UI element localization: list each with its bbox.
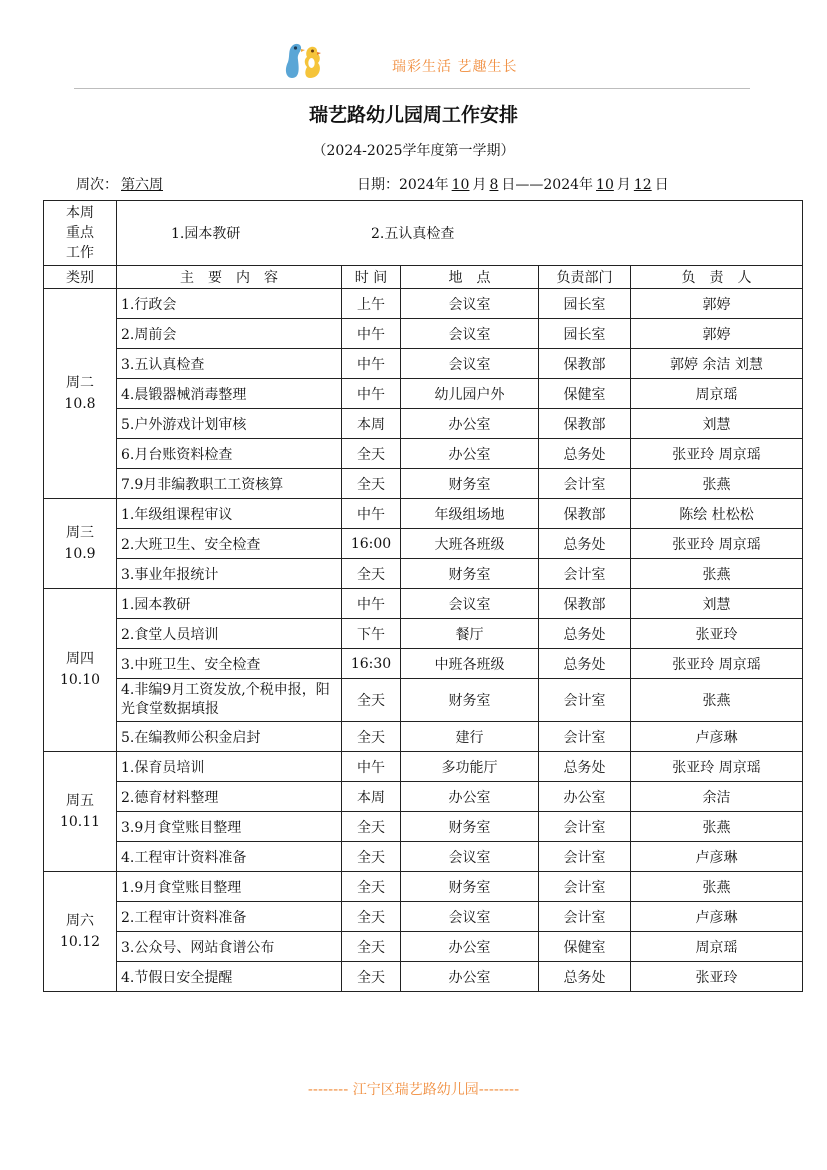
- task-person: 张亚玲 周京瑶: [631, 529, 803, 559]
- task-time: 全天: [342, 962, 401, 992]
- task-location: 建行: [401, 722, 539, 752]
- column-header-category: 类别: [44, 266, 117, 289]
- task-location: 大班各班级: [401, 529, 539, 559]
- task-time: 本周: [342, 782, 401, 812]
- task-person: 周京瑶: [631, 932, 803, 962]
- day-name: 周三: [66, 524, 94, 541]
- page-title: 瑞艺路幼儿园周工作安排: [308, 104, 518, 126]
- start-year: 2024: [399, 177, 435, 193]
- task-person: 陈绘 杜松松: [631, 499, 803, 529]
- day-name: 周六: [66, 912, 94, 929]
- task-content: 5.户外游戏计划审核: [117, 409, 342, 439]
- task-department: 园长室: [539, 289, 631, 319]
- end-month: 10: [596, 177, 614, 193]
- month-char: 月: [616, 177, 631, 193]
- header-slogan: 瑞彩生活 艺趣生长: [392, 59, 518, 75]
- task-content: 1.9月食堂账目整理: [117, 872, 342, 902]
- day-cell: [44, 752, 117, 872]
- task-content: 1.年级组课程审议: [117, 499, 342, 529]
- task-person: 张燕: [631, 679, 803, 722]
- task-person: 卢彦琳: [631, 722, 803, 752]
- task-department: 保教部: [539, 589, 631, 619]
- task-department: 总务处: [539, 619, 631, 649]
- table-row: [44, 499, 803, 529]
- task-department: 会计室: [539, 842, 631, 872]
- column-header-location: 地 点: [401, 266, 539, 289]
- task-department: 保教部: [539, 499, 631, 529]
- table-row: [44, 589, 803, 619]
- task-location: 财务室: [401, 469, 539, 499]
- day-cell: [44, 289, 117, 499]
- task-location: 办公室: [401, 782, 539, 812]
- date-range: [357, 174, 669, 194]
- task-person: 郭婷 余洁 刘慧: [631, 349, 803, 379]
- task-content: 4.工程审计资料准备: [117, 842, 342, 872]
- task-content: 1.园本教研: [117, 589, 342, 619]
- table-row: [44, 679, 803, 722]
- year-char: 年: [579, 177, 594, 193]
- month-char: 月: [472, 177, 487, 193]
- focus-items: [117, 201, 803, 266]
- page-header: [0, 38, 827, 90]
- task-time: 全天: [342, 722, 401, 752]
- task-content: 4.晨锻器械消毒整理: [117, 379, 342, 409]
- task-content: 2.工程审计资料准备: [117, 902, 342, 932]
- table-row: [44, 529, 803, 559]
- task-person: 张亚玲 周京瑶: [631, 649, 803, 679]
- task-location: 中班各班级: [401, 649, 539, 679]
- task-department: 总务处: [539, 649, 631, 679]
- focus-label-line: 重点: [66, 225, 94, 241]
- table-row: [44, 619, 803, 649]
- table-row: [44, 902, 803, 932]
- day-char: 日: [654, 177, 669, 193]
- task-person: 卢彦琳: [631, 902, 803, 932]
- table-row: [44, 752, 803, 782]
- year-char: 年: [434, 177, 449, 193]
- table-row: [44, 439, 803, 469]
- task-location: 会议室: [401, 902, 539, 932]
- task-time: 全天: [342, 842, 401, 872]
- task-location: 会议室: [401, 319, 539, 349]
- task-department: 办公室: [539, 782, 631, 812]
- task-time: 中午: [342, 349, 401, 379]
- table-row: [44, 409, 803, 439]
- task-time: 上午: [342, 289, 401, 319]
- table-row: [44, 722, 803, 752]
- task-location: 办公室: [401, 962, 539, 992]
- task-department: 保健室: [539, 379, 631, 409]
- task-department: 会计室: [539, 722, 631, 752]
- focus-label-line: 工作: [66, 245, 94, 261]
- task-time: 全天: [342, 439, 401, 469]
- task-location: 会议室: [401, 589, 539, 619]
- task-time: 中午: [342, 379, 401, 409]
- task-content: 6.月台账资料检查: [117, 439, 342, 469]
- task-department: 总务处: [539, 529, 631, 559]
- table-row: [44, 349, 803, 379]
- focus-item: 1.园本教研: [171, 226, 241, 242]
- schedule-table: [43, 200, 803, 992]
- task-location: 办公室: [401, 932, 539, 962]
- task-content: 2.周前会: [117, 319, 342, 349]
- table-row: [44, 649, 803, 679]
- task-content: 3.中班卫生、安全检查: [117, 649, 342, 679]
- task-content: 2.食堂人员培训: [117, 619, 342, 649]
- column-header-content: 主 要 内 容: [117, 266, 342, 289]
- task-department: 保教部: [539, 409, 631, 439]
- task-content: 3.9月食堂账目整理: [117, 812, 342, 842]
- task-person: 张燕: [631, 872, 803, 902]
- task-person: 余洁: [631, 782, 803, 812]
- focus-label: [44, 201, 117, 266]
- task-time: 16:00: [342, 529, 401, 559]
- task-time: 全天: [342, 902, 401, 932]
- task-content: 3.五认真检查: [117, 349, 342, 379]
- task-location: 幼儿园户外: [401, 379, 539, 409]
- page-footer: -------- 江宁区瑞艺路幼儿园--------: [307, 1082, 520, 1098]
- table-row: [44, 559, 803, 589]
- task-department: 总务处: [539, 962, 631, 992]
- day-cell: [44, 499, 117, 589]
- week-label: 周次：: [76, 177, 118, 193]
- task-content: 3.事业年报统计: [117, 559, 342, 589]
- day-name: 周五: [66, 792, 94, 809]
- task-location: 会议室: [401, 289, 539, 319]
- task-person: 张燕: [631, 812, 803, 842]
- task-location: 财务室: [401, 559, 539, 589]
- day-name: 周二: [66, 374, 94, 391]
- task-person: 郭婷: [631, 319, 803, 349]
- task-time: 中午: [342, 499, 401, 529]
- task-department: 会计室: [539, 559, 631, 589]
- week-value: 第六周: [121, 177, 163, 193]
- day-name: 周四: [66, 651, 94, 667]
- task-location: 年级组场地: [401, 499, 539, 529]
- day-date: 10.12: [59, 933, 101, 950]
- task-content: 1.保育员培训: [117, 752, 342, 782]
- header-divider: [74, 88, 750, 89]
- task-department: 会计室: [539, 902, 631, 932]
- task-department: 会计室: [539, 812, 631, 842]
- task-person: 张燕: [631, 469, 803, 499]
- task-person: 周京瑶: [631, 379, 803, 409]
- table-row: [44, 812, 803, 842]
- table-row: [44, 842, 803, 872]
- date-label: 日期：: [357, 177, 399, 193]
- task-location: 餐厅: [401, 619, 539, 649]
- task-person: 张亚玲 周京瑶: [631, 752, 803, 782]
- task-content: 4.非编9月工资发放,个税申报，阳光食堂数据填报: [117, 679, 342, 722]
- task-time: 全天: [342, 812, 401, 842]
- table-row: [44, 932, 803, 962]
- task-time: 16:30: [342, 649, 401, 679]
- column-header-person: 负 责 人: [631, 266, 803, 289]
- start-day: 8: [489, 177, 499, 193]
- focus-row: [44, 201, 803, 266]
- task-content: 2.德育材料整理: [117, 782, 342, 812]
- task-department: 总务处: [539, 752, 631, 782]
- table-header-row: [44, 266, 803, 289]
- week-info: [76, 174, 166, 194]
- task-time: 全天: [342, 559, 401, 589]
- end-year: 2024: [543, 177, 580, 193]
- focus-item: 2.五认真检查: [371, 226, 455, 242]
- task-content: 7.9月非编教职工工资核算: [117, 469, 342, 499]
- table-row: [44, 289, 803, 319]
- task-department: 园长室: [539, 319, 631, 349]
- day-date: 10.8: [64, 395, 96, 412]
- date-dash: ——: [515, 177, 544, 193]
- task-person: 张亚玲: [631, 962, 803, 992]
- day-char: 日: [501, 177, 516, 193]
- task-person: 卢彦琳: [631, 842, 803, 872]
- kindergarten-logo-icon: [280, 40, 330, 82]
- task-location: 会议室: [401, 349, 539, 379]
- task-location: 办公室: [401, 409, 539, 439]
- task-time: 全天: [342, 469, 401, 499]
- task-person: 郭婷: [631, 289, 803, 319]
- end-day: 12: [633, 177, 652, 193]
- focus-label-line: 本周: [66, 205, 94, 221]
- task-person: 张亚玲: [631, 619, 803, 649]
- task-location: 会议室: [401, 842, 539, 872]
- task-content: 2.大班卫生、安全检查: [117, 529, 342, 559]
- day-date: 10.10: [59, 672, 101, 688]
- column-header-department: 负责部门: [539, 266, 631, 289]
- task-person: 刘慧: [631, 589, 803, 619]
- task-department: 总务处: [539, 439, 631, 469]
- table-row: [44, 379, 803, 409]
- task-content: 1.行政会: [117, 289, 342, 319]
- task-department: 保教部: [539, 349, 631, 379]
- task-department: 会计室: [539, 872, 631, 902]
- task-time: 全天: [342, 932, 401, 962]
- column-header-time: 时 间: [342, 266, 401, 289]
- task-content: 3.公众号、网站食谱公布: [117, 932, 342, 962]
- task-time: 中午: [342, 589, 401, 619]
- table-row: [44, 469, 803, 499]
- task-person: 张燕: [631, 559, 803, 589]
- table-row: [44, 319, 803, 349]
- table-row: [44, 962, 803, 992]
- task-time: 全天: [342, 679, 401, 722]
- task-location: 办公室: [401, 439, 539, 469]
- day-cell: [44, 589, 117, 752]
- task-person: 张亚玲 周京瑶: [631, 439, 803, 469]
- task-department: 会计室: [539, 469, 631, 499]
- task-location: 财务室: [401, 679, 539, 722]
- start-month: 10: [451, 177, 470, 193]
- task-time: 本周: [342, 409, 401, 439]
- day-date: 10.9: [64, 545, 96, 562]
- task-department: 会计室: [539, 679, 631, 722]
- task-time: 全天: [342, 872, 401, 902]
- day-cell: [44, 872, 117, 992]
- task-time: 中午: [342, 319, 401, 349]
- task-location: 财务室: [401, 812, 539, 842]
- task-time: 中午: [342, 752, 401, 782]
- task-time: 下午: [342, 619, 401, 649]
- task-content: 5.在编教师公积金启封: [117, 722, 342, 752]
- task-department: 保健室: [539, 932, 631, 962]
- table-row: [44, 782, 803, 812]
- day-date: 10.11: [59, 813, 101, 830]
- task-location: 财务室: [401, 872, 539, 902]
- page-subtitle: （2024-2025学年度第一学期）: [312, 143, 515, 159]
- task-person: 刘慧: [631, 409, 803, 439]
- task-location: 多功能厅: [401, 752, 539, 782]
- task-content: 4.节假日安全提醒: [117, 962, 342, 992]
- table-row: [44, 872, 803, 902]
